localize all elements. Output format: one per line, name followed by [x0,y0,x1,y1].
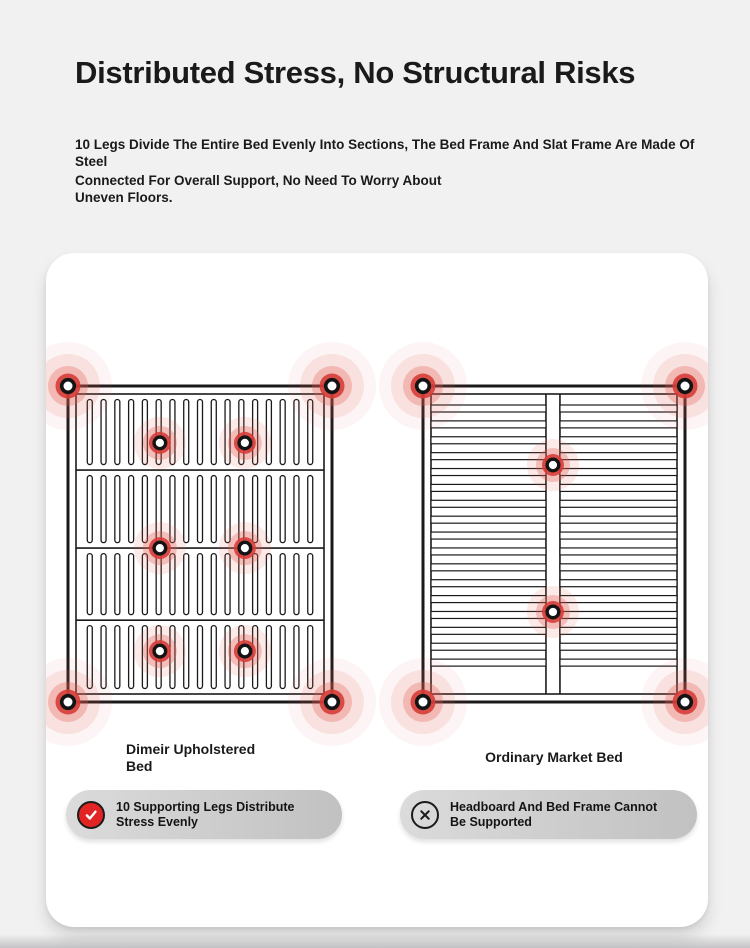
intro-paragraph-2-line-1: Connected For Overall Support, No Need To Worry About [75,173,442,188]
intro-paragraph-1: 10 Legs Divide The Entire Bed Evenly Into Sections, The Bed Frame And Slat Frame Are Made Of Steel [75,137,695,169]
left-bed-label: Dimeir Upholstered Bed [126,741,256,774]
right-bed-badge [400,790,697,839]
next-section-edge [0,934,750,948]
support-leg-marker [641,658,708,746]
support-leg-marker [641,342,708,430]
support-leg-marker [379,658,467,746]
intro-paragraph-2-line-2: Uneven Floors. [75,189,173,205]
ordinary-market-bed-diagram [379,342,708,746]
support-leg-marker [219,625,271,677]
support-leg-marker [527,439,579,491]
cross-glyph [416,806,434,824]
intro-paragraph-2 [75,173,515,206]
check-glyph [82,806,100,824]
support-leg-marker [288,658,376,746]
left-badge-text: 10 Supporting Legs Distribute Stress Evenly [116,799,295,829]
support-leg-marker [288,342,376,430]
support-leg-marker [379,342,467,430]
support-leg-marker [219,417,271,469]
support-leg-marker [134,625,186,677]
comparison-card [46,253,708,927]
page-title: Distributed Stress, No Structural Risks [75,55,636,90]
right-bed-label: Ordinary Market Bed [485,749,623,765]
support-leg-marker [134,522,186,574]
dimeir-upholstered-bed-diagram [46,342,376,746]
check-icon [77,801,105,829]
support-leg-marker [134,417,186,469]
right-badge-text: Headboard And Bed Frame Cannot Be Supported [450,799,658,829]
support-leg-marker [527,586,579,638]
cross-icon [411,801,439,829]
support-leg-marker [219,522,271,574]
left-bed-badge [66,790,342,839]
